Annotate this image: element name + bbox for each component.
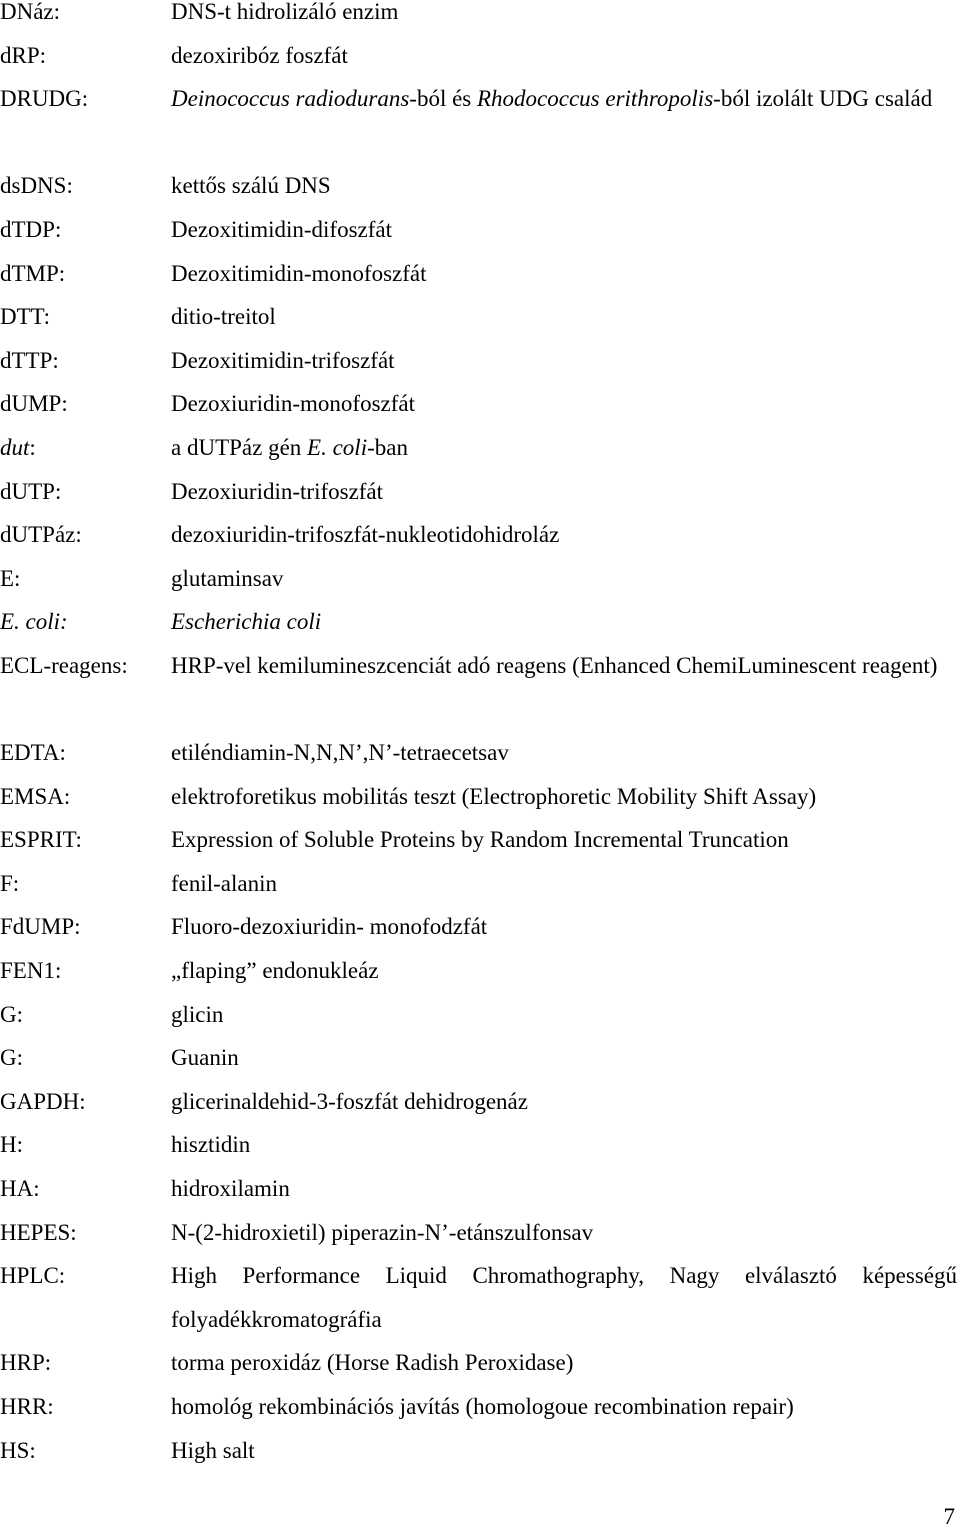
abbrev-definition: fenil-alanin [171, 870, 278, 896]
abbrev-row-hplc [0, 1264, 960, 1351]
definition-text: -ban [367, 434, 408, 460]
page-number: 7 [943, 1504, 955, 1529]
abbrev-row-dtmp [0, 262, 960, 306]
abbrev-definition: etiléndiamin-N,N,N’,N’-tetraecetsav [171, 740, 509, 766]
abbrev-term: E. coli: [0, 609, 68, 635]
abbrev-definition: Guanin [171, 1045, 239, 1071]
abbrev-definition: High Performance Liquid Chromathography, Nagy elválasztó képességű folyadékkromatográfia [171, 1263, 957, 1332]
abbrev-definition: Fluoro-dezoxiuridin- monofodzfát [171, 914, 488, 940]
abbrev-term: HRP: [0, 1350, 52, 1376]
abbrev-term: FdUMP: [0, 914, 81, 940]
abbrev-row-esprit [0, 828, 960, 872]
abbrev-row-dtt [0, 305, 960, 349]
abbrev-row-fen1 [0, 959, 960, 1003]
abbrev-row-hs [0, 1439, 960, 1483]
abbrev-term: EMSA: [0, 783, 71, 809]
abbrev-row-dut [0, 436, 960, 480]
abbrev-definition: dezoxiuridin-trifoszfát-nukleotidohidroláz [171, 522, 560, 548]
organism-name: E. coli [307, 434, 368, 460]
abbrev-term: EDTA: [0, 740, 66, 766]
abbrev-term: HRR: [0, 1394, 54, 1419]
abbrev-row-dump [0, 392, 960, 436]
abbrev-row-emsa [0, 785, 960, 829]
abbrev-definition: DNS-t hidrolizáló enzim [171, 0, 399, 24]
abbrev-definition: dezoxiribóz foszfát [171, 42, 348, 68]
definition-text: a dUTPáz gén [171, 434, 308, 460]
abbrev-term: dsDNS: [0, 173, 73, 199]
abbrev-definition: hisztidin [171, 1132, 251, 1158]
abbrev-row-gapdh [0, 1090, 960, 1134]
abbrev-row-drudg [0, 87, 960, 174]
abbrev-row-g-guanin [0, 1046, 960, 1090]
abbrev-term: dUTPáz: [0, 522, 82, 548]
abbrev-term: E: [0, 565, 21, 591]
abbrev-row-hrr [0, 1395, 960, 1439]
abbrev-row-ha [0, 1177, 960, 1221]
abbrev-definition: homológ rekombinációs javítás (homologoue recombination repair) [171, 1394, 794, 1419]
abbrev-term: ESPRIT: [0, 827, 82, 853]
term-colon: : [29, 434, 36, 460]
abbrev-term: dTDP: [0, 216, 62, 242]
abbrev-definition: Dezoxitimidin-difoszfát [171, 216, 392, 242]
abbrev-definition: elektroforetikus mobilitás teszt (Electrophoretic Mobility Shift Assay) [171, 783, 817, 809]
abbrev-term: HEPES: [0, 1219, 77, 1245]
abbrev-definition: Escherichia coli [171, 609, 322, 635]
abbrev-term: DNáz: [0, 0, 61, 24]
abbrev-row-h [0, 1133, 960, 1177]
abbrev-row-e [0, 567, 960, 611]
abbrev-row-dtdp [0, 218, 960, 262]
abbrev-definition: glicerinaldehid-3-foszfát dehidrogenáz [171, 1088, 528, 1114]
abbrev-definition: HRP-vel kemilumineszcenciát adó reagens (Enhanced ChemiLuminescent reagent) [171, 652, 938, 678]
abbrev-definition: torma peroxidáz (Horse Radish Peroxidase) [171, 1350, 574, 1376]
abbrev-definition: Dezoxiuridin-trifoszfát [171, 478, 384, 504]
abbrev-term: FEN1: [0, 958, 62, 984]
abbrev-definition: kettős szálú DNS [171, 173, 331, 199]
abbrev-definition: glutaminsav [171, 565, 284, 591]
abbrev-term: ECL-reagens: [0, 652, 128, 678]
abbrev-definition: hidroxilamin [171, 1176, 290, 1202]
abbrev-term: dUMP: [0, 391, 68, 417]
abbrev-term: dTTP: [0, 347, 59, 373]
abbrev-term: DRUDG: [0, 86, 89, 112]
abbrev-row-fdump [0, 915, 960, 959]
abbrev-row-dttp [0, 349, 960, 393]
abbrev-definition: Expression of Soluble Proteins by Random Incremental Truncation [171, 827, 789, 853]
abbrev-row-dsdns [0, 174, 960, 218]
abbrev-term: dRP: [0, 42, 47, 68]
abbrev-term: G: [0, 1001, 23, 1027]
abbrev-row-dutp [0, 480, 960, 524]
abbrev-definition: „flaping” endonukleáz [171, 958, 379, 984]
organism-name: Deinococcus radiodurans [171, 86, 410, 112]
abbrev-term: HPLC: [0, 1263, 66, 1289]
abbrev-definition: Dezoxiuridin-monofoszfát [171, 391, 415, 417]
abbrev-term: H: [0, 1132, 23, 1158]
abbrev-row-f [0, 872, 960, 916]
abbrev-row-edta [0, 741, 960, 785]
abbrev-row-g-glicin [0, 1003, 960, 1047]
abbrev-term: dTMP: [0, 260, 66, 286]
abbrev-definition [171, 77, 957, 121]
abbrev-term [0, 436, 36, 460]
abbrev-term: dUTP: [0, 478, 62, 504]
organism-name: Rhodococcus erithropolis [477, 86, 714, 112]
abbrev-definition: ditio-treitol [171, 304, 276, 330]
gene-name: dut [0, 434, 30, 460]
definition-text: -ból izolált UDG család [713, 86, 933, 112]
abbrev-definition: High salt [171, 1437, 255, 1463]
abbrev-definition: N-(2-hidroxietil) piperazin-N’-etánszulfonsav [171, 1219, 594, 1245]
abbrev-term: F: [0, 870, 20, 896]
abbrev-term: HA: [0, 1176, 40, 1202]
abbrev-definition: Dezoxitimidin-monofoszfát [171, 260, 427, 286]
abbrev-row-hrp [0, 1351, 960, 1395]
abbrev-row-dutpaz [0, 523, 960, 567]
abbrev-term: G: [0, 1045, 23, 1071]
definition-text: -ból és [409, 86, 477, 112]
abbrev-term: HS: [0, 1437, 36, 1463]
abbrev-row-dnaz [0, 0, 960, 44]
abbrev-row-ecl-reagens [0, 654, 960, 741]
abbrev-definition [171, 436, 408, 460]
abbrev-term: DTT: [0, 304, 50, 330]
abbrev-term: GAPDH: [0, 1088, 86, 1114]
abbrev-definition: Dezoxitimidin-trifoszfát [171, 347, 395, 373]
abbrev-definition: glicin [171, 1001, 224, 1027]
